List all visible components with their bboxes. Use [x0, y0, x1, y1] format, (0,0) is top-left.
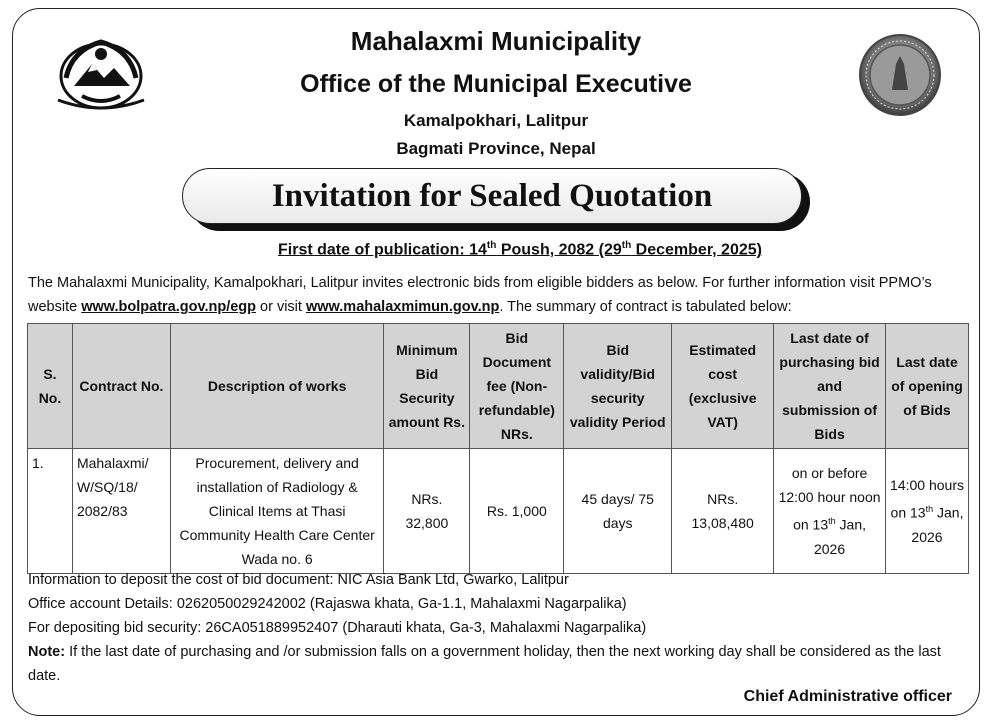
bank-info: Information to deposit the cost of bid document: NIC Asia Bank Ltd, Gwarko, Lalitpur — [28, 572, 569, 588]
cell-security: NRs. 32,800 — [384, 449, 470, 574]
notice-title: Invitation for Sealed Quotation — [182, 168, 802, 224]
cell-cost: NRs. 13,08,480 — [672, 449, 774, 574]
cell-sno: 1. — [28, 449, 73, 574]
header-validity: Bid validity/Bid security validity Period — [564, 324, 672, 449]
contract-table — [27, 323, 969, 574]
header-description: Description of works — [170, 324, 384, 449]
municipality-website-link[interactable]: www.mahalaxmimun.gov.np — [305, 299, 500, 315]
header-fee: Bid Document fee (Non-refundable) NRs. — [470, 324, 564, 449]
cell-fee: Rs. 1,000 — [470, 449, 564, 574]
security-account: For depositing bid security: 26CA051889952407 (Dharauti khata, Ga-3, Mahalaxmi Nagarpalika) — [28, 620, 647, 636]
location: Kamalpokhari, Lalitpur — [403, 111, 589, 130]
cell-submission: on or before 12:00 hour noon on 13th Jan, 2026 — [774, 449, 886, 574]
header-security: Minimum Bid Security amount Rs. — [384, 324, 470, 449]
cell-opening: 14:00 hours on 13th Jan, 2026 — [886, 449, 969, 574]
table-row — [28, 449, 969, 574]
header-sno: S. No. — [28, 324, 73, 449]
province: Bagmati Province, Nepal — [396, 139, 596, 158]
header-submission: Last date of purchasing bid and submission of Bids — [774, 324, 886, 449]
table-header-row — [28, 324, 969, 449]
bolpatra-link[interactable]: www.bolpatra.gov.np/egp — [81, 299, 257, 315]
header-cost: Estimated cost (exclusive VAT) — [672, 324, 774, 449]
publication-date: First date of publication: 14th Poush, 2082 (29th December, 2025) — [278, 240, 762, 259]
office-name: Office of the Municipal Executive — [300, 70, 692, 98]
intro-paragraph: The Mahalaxmi Municipality, Kamalpokhari, Lalitpur invites electronic bids from eligible bidders as below. For further information visit PPMO’s website www.bolpatra.gov.np/egp or visit www.mahalaxmimun.gov.np. The summary of contract is tabulated below: — [28, 275, 932, 315]
cell-description: Procurement, delivery and installation of Radiology & Clinical Items at Thasi Community Health Care Center Wada no. 6 — [170, 449, 384, 574]
office-account: Office account Details: 0262050029242002 (Rajaswa khata, Ga-1.1, Mahalaxmi Nagarpalika) — [28, 596, 627, 612]
cell-contract: Mahalaxmi/ W/SQ/18/ 2082/83 — [72, 449, 170, 574]
footer-info — [28, 568, 968, 688]
header-opening: Last date of opening of Bids — [886, 324, 969, 449]
org-name: Mahalaxmi Municipality — [350, 26, 642, 56]
cell-validity: 45 days/ 75 days — [564, 449, 672, 574]
header-contract: Contract No. — [72, 324, 170, 449]
signatory: Chief Administrative officer — [743, 688, 952, 705]
note: Note: If the last date of purchasing and /or submission falls on a government holiday, then the next working day shall be considered as the last date. — [28, 644, 941, 684]
